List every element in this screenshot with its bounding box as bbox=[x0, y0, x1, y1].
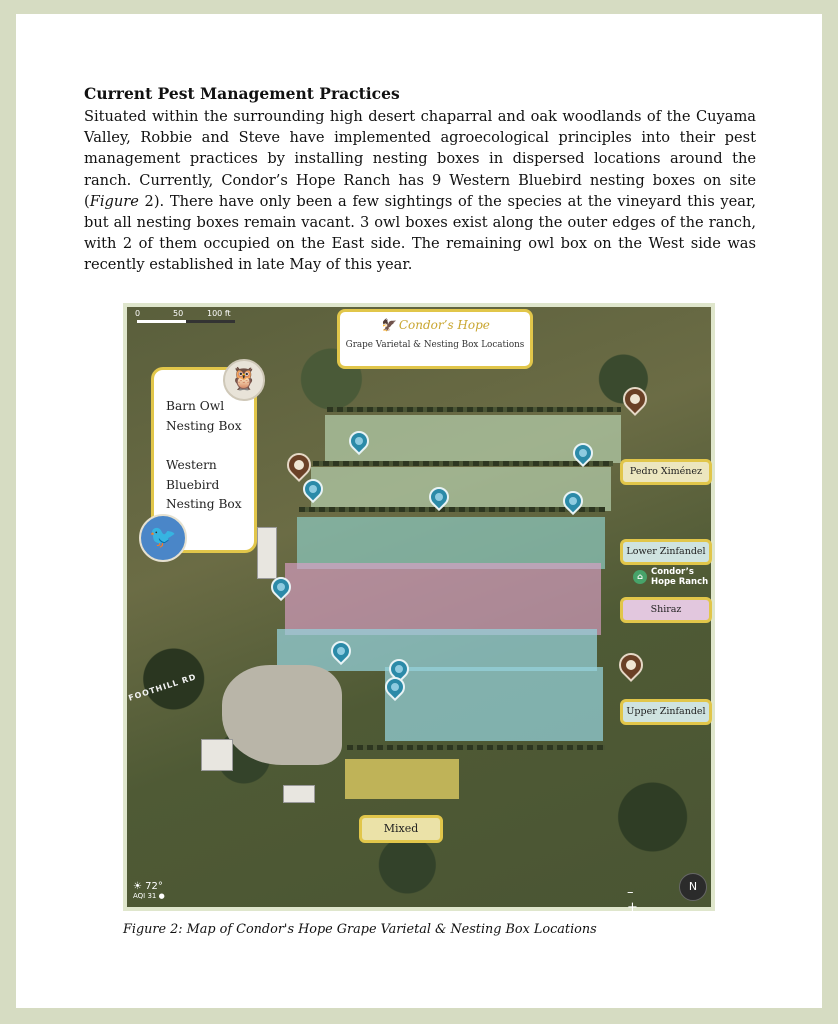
para-text-after: 2). There have only been a few sightings of the species at the vineyard this year, but all nesting boxes remain vacant. 3 owl boxes exist along the outer edges of the ranch, with 2 of them occupied on the East side. The remaining owl box on the West side was recently established in late May of this year. bbox=[84, 192, 756, 274]
ranch-name: Condor’s Hope Ranch bbox=[651, 567, 709, 587]
scale-tick-100: 100 ft bbox=[207, 309, 231, 318]
building bbox=[283, 785, 315, 803]
body-paragraph bbox=[84, 106, 756, 276]
figure-map-frame bbox=[123, 303, 715, 915]
field-shiraz bbox=[285, 563, 601, 635]
weather-temp: ☀ 72° bbox=[133, 881, 163, 892]
vine-row bbox=[327, 407, 621, 412]
scale-tick-0: 0 bbox=[135, 309, 141, 318]
para-figure-ref: Figure bbox=[89, 192, 139, 210]
brand-name: Condor’s Hope bbox=[398, 318, 490, 332]
bluebird-icon: 🐦 bbox=[139, 514, 187, 562]
field-upper-zinfandel-a bbox=[277, 629, 597, 671]
zoom-controls[interactable]: – + bbox=[627, 885, 648, 915]
condor-logo: 🦅 Condor’s Hope bbox=[380, 318, 490, 332]
para-text-before: Situated within the surrounding high desert chaparral and oak woodlands of the Cuyama Valley, Robbie and Steve have implemented agroecological principles into their pest management practices by installing nesting boxes in dispersed locations around the ranch. Currently, Condor’s Hope Ranch has 9 Western Bluebird nesting boxes on site ( bbox=[84, 108, 756, 210]
barn-owl-icon: 🦉 bbox=[223, 359, 265, 401]
weather-aqi: AQI 31 ● bbox=[133, 892, 165, 900]
field-upper-zinfandel-b bbox=[385, 667, 603, 741]
field-mixed bbox=[345, 759, 459, 799]
vine-row bbox=[299, 507, 605, 512]
aerial-map bbox=[127, 307, 711, 915]
scale-tick-50: 50 bbox=[173, 309, 184, 318]
compass-icon[interactable]: N bbox=[679, 873, 707, 901]
barn-owl-box-pin bbox=[614, 648, 648, 682]
document-page bbox=[16, 14, 822, 1008]
label-mixed: Mixed bbox=[359, 815, 443, 843]
weather-widget bbox=[133, 881, 193, 905]
parking-lot bbox=[222, 665, 342, 765]
legend-bluebird-label: Western Bluebird Nesting Box bbox=[166, 458, 242, 511]
building bbox=[257, 527, 277, 579]
scale-bar bbox=[133, 309, 243, 325]
building bbox=[201, 739, 233, 771]
label-upper-zinfandel: Upper Zinfandel bbox=[620, 699, 712, 725]
barn-owl-box-pin bbox=[618, 382, 652, 416]
figure-caption: Figure 2: Map of Condor's Hope Grape Varietal & Nesting Box Locations bbox=[123, 922, 597, 937]
field-lower-zinfandel bbox=[297, 517, 605, 569]
label-pedro-ximenez: Pedro Ximénez bbox=[620, 459, 712, 485]
legend-barn-owl-label: Barn Owl Nesting Box bbox=[166, 399, 242, 433]
road-label: FOOTHILL RD bbox=[127, 672, 198, 703]
scale-bar-line bbox=[137, 320, 235, 323]
map-title-box bbox=[337, 309, 533, 369]
vine-row bbox=[347, 745, 605, 750]
label-lower-zinfandel: Lower Zinfandel bbox=[620, 539, 712, 565]
map-subtitle: Grape Varietal & Nesting Box Locations bbox=[345, 340, 525, 350]
section-heading: Current Pest Management Practices bbox=[84, 84, 400, 103]
vine-row bbox=[313, 461, 613, 466]
ranch-marker bbox=[633, 567, 709, 589]
label-shiraz: Shiraz bbox=[620, 597, 712, 623]
ranch-icon: ⌂ bbox=[633, 570, 647, 584]
